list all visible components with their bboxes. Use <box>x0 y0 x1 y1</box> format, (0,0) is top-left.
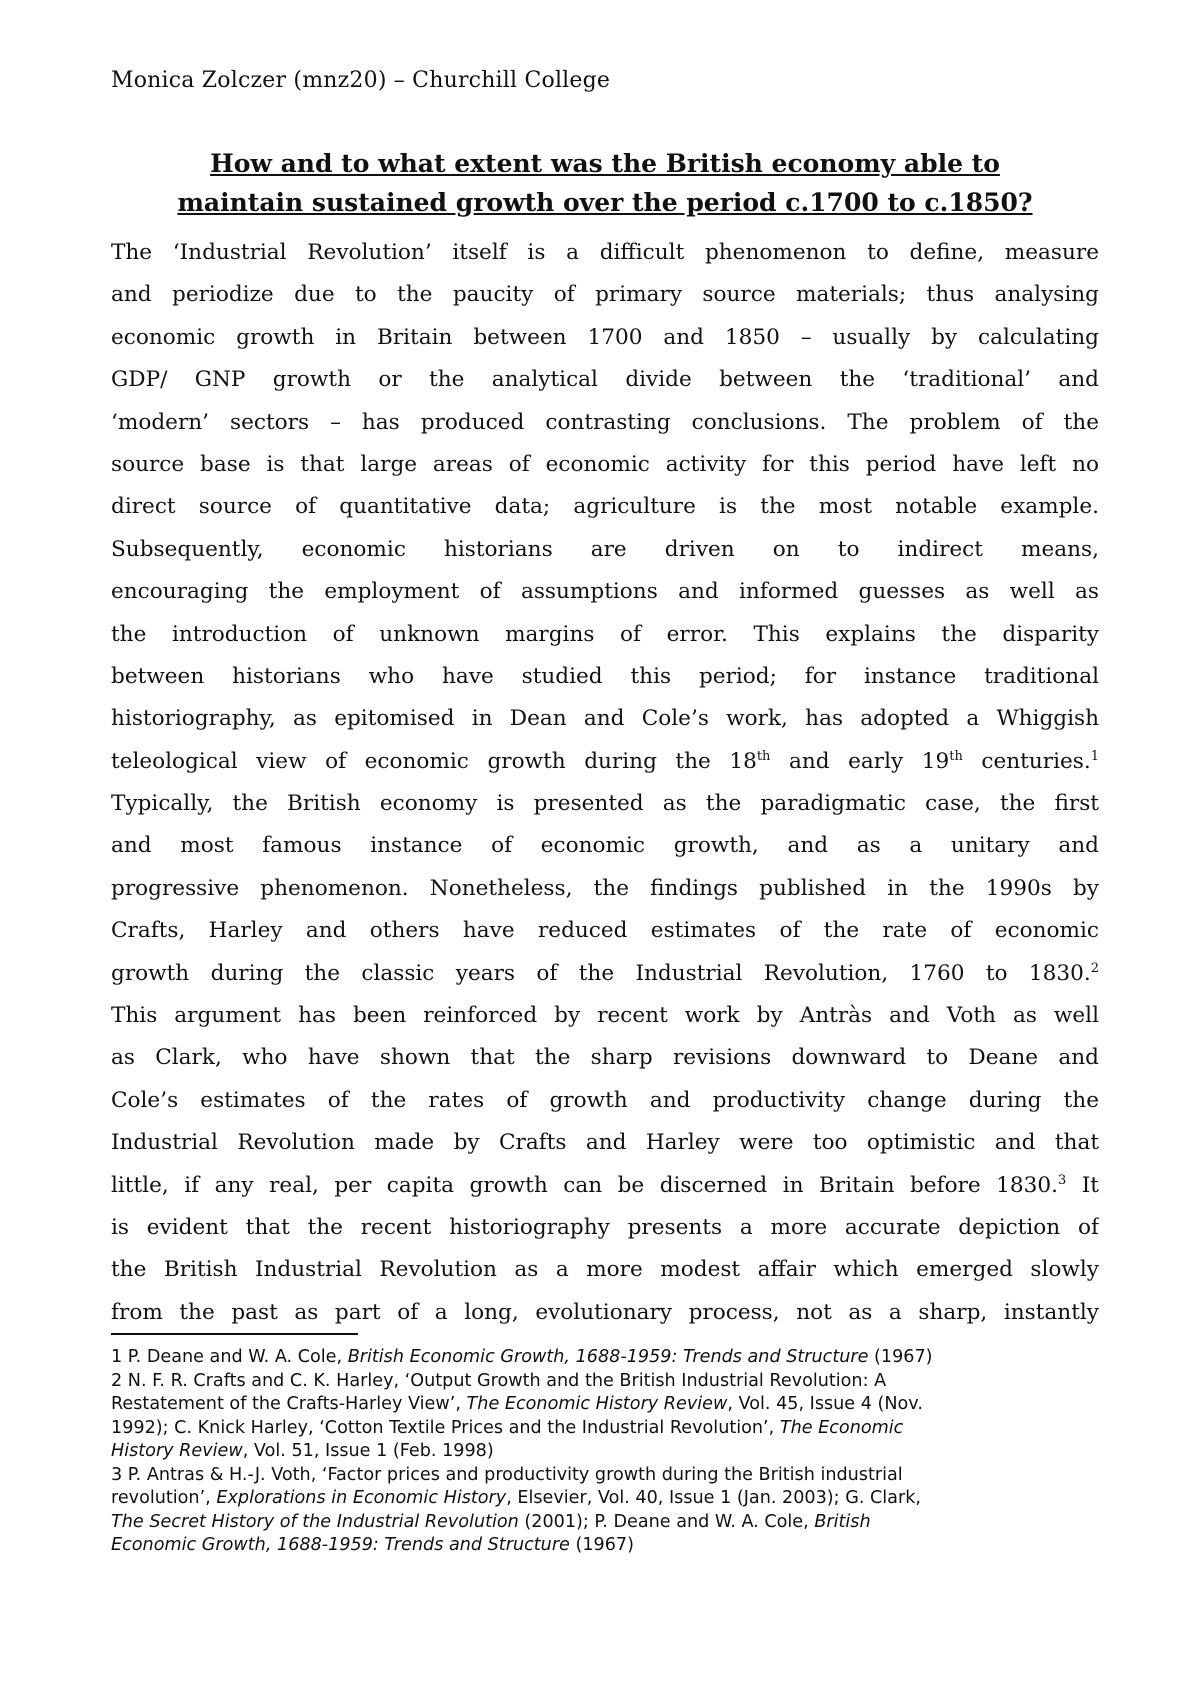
footnote-text: (1967) <box>868 1347 933 1367</box>
footnote-text: , Vol. 45, Issue 4 (Nov. <box>727 1394 923 1414</box>
body-line: the introduction of unknown margins of error. This explains the disparity <box>111 621 1099 647</box>
body-line: Subsequently, economic historians are driven on to indirect means, <box>111 536 1099 562</box>
footnote-ref-3[interactable]: 3 <box>1058 1172 1067 1188</box>
essay-body <box>111 232 1099 1334</box>
footnote-title: British Economic Growth, 1688-1959: Trends and Structure <box>347 1347 869 1367</box>
footnote-text: 1 P. Deane and W. A. Cole, <box>111 1347 348 1367</box>
body-line: and periodize due to the paucity of primary source materials; thus analysing <box>111 282 1099 308</box>
footnote-title: History Review <box>111 1441 243 1461</box>
footnote-3-line: 3 P. Antras & H.-J. Voth, ‘Factor prices and productivity growth during the British industrial <box>111 1464 903 1485</box>
body-line: encouraging the employment of assumptions and informed guesses as well as <box>111 579 1099 605</box>
footnotes <box>111 1346 1099 1558</box>
footnote-ref-2[interactable]: 2 <box>1090 960 1099 976</box>
body-line <box>111 741 1099 783</box>
body-line <box>111 953 1099 995</box>
body-line: ‘modern’ sectors – has produced contrasting conclusions. The problem of the <box>111 409 1099 435</box>
body-line: the British Industrial Revolution as a more modest affair which emerged slowly <box>111 1257 1099 1283</box>
body-text: little, if any real, per capita growth can be discerned in Britain before 1830. <box>111 1172 1058 1198</box>
body-line: Industrial Revolution made by Crafts and Harley were too optimistic and that <box>111 1130 1099 1156</box>
body-line: and most famous instance of economic growth, and as a unitary and <box>111 833 1099 859</box>
body-line: Cole’s estimates of the rates of growth and productivity change during the <box>111 1087 1099 1113</box>
footnote-2-line <box>111 1440 1099 1464</box>
body-line: from the past as part of a long, evolutionary process, not as a sharp, instantly <box>111 1299 1099 1325</box>
footnote-3-line <box>111 1511 1099 1535</box>
body-line <box>111 1165 1099 1207</box>
footnote-separator <box>111 1333 358 1335</box>
footnote-text: , Vol. 51, Issue 1 (Feb. 1998) <box>242 1441 494 1461</box>
footnote-2-line: 2 N. F. R. Crafts and C. K. Harley, ‘Output Growth and the British Industrial Revolution: A <box>111 1370 887 1391</box>
footnote-2-line <box>111 1417 1099 1441</box>
footnote-3-line <box>111 1487 1099 1511</box>
footnote-text: 1992); C. Knick Harley, ‘Cotton Textile Prices and the Industrial Revolution’, <box>111 1417 780 1438</box>
footnote-2-line <box>111 1393 1099 1417</box>
footnote-title: British <box>814 1511 871 1532</box>
body-line: direct source of quantitative data; agriculture is the most notable example. <box>111 494 1099 520</box>
body-text: and early 19 <box>770 748 950 774</box>
footnote-title: The Economic <box>779 1417 904 1438</box>
body-line: is evident that the recent historiography presents a more accurate depiction of <box>111 1214 1099 1240</box>
footnote-title: Explorations in Economic History <box>216 1488 507 1508</box>
footnote-title: The Secret History of the Industrial Revolution <box>111 1511 519 1532</box>
author-header: Monica Zolczer (mnz20) – Churchill College <box>111 68 611 93</box>
superscript: th <box>949 748 963 764</box>
body-line: historiography, as epitomised in Dean and Cole’s work, has adopted a Whiggish <box>111 706 1099 732</box>
body-text: centuries. <box>962 748 1091 774</box>
body-line: The ‘Industrial Revolution’ itself is a difficult phenomenon to define, measure <box>111 240 1099 265</box>
body-text: teleological view of economic growth during the 18 <box>111 748 757 774</box>
body-text: growth during the classic years of the Industrial Revolution, 1760 to 1830. <box>111 960 1091 986</box>
essay-title <box>111 144 1099 222</box>
body-line: progressive phenomenon. Nonetheless, the findings published in the 1990s by <box>111 875 1099 901</box>
footnote-text: , Elsevier, Vol. 40, Issue 1 (Jan. 2003); G. Clark, <box>506 1488 921 1508</box>
body-line: GDP/ GNP growth or the analytical divide between the ‘traditional’ and <box>111 367 1099 393</box>
footnote-ref-1[interactable]: 1 <box>1090 748 1099 764</box>
body-line: between historians who have studied this period; for instance traditional <box>111 663 1099 689</box>
footnote-title: The Economic History Review <box>466 1394 728 1414</box>
footnote-text: (1967) <box>569 1535 634 1555</box>
body-line: Crafts, Harley and others have reduced estimates of the rate of economic <box>111 918 1099 944</box>
body-text: It <box>1066 1172 1099 1198</box>
body-line: This argument has been reinforced by recent work by Antràs and Voth as well <box>111 1003 1099 1029</box>
body-line: economic growth in Britain between 1700 and 1850 – usually by calculating <box>111 324 1099 350</box>
footnote-1 <box>111 1346 1099 1370</box>
footnote-3-line <box>111 1534 1099 1558</box>
body-line: Typically, the British economy is presented as the paradigmatic case, the first <box>111 791 1099 817</box>
body-line: as Clark, who have shown that the sharp revisions downward to Deane and <box>111 1045 1099 1071</box>
footnote-title: Economic Growth, 1688-1959: Trends and Structure <box>111 1535 570 1555</box>
title-line-2: maintain sustained growth over the period c.1700 to c.1850? <box>177 188 1033 217</box>
footnote-text: Restatement of the Crafts-Harley View’, <box>111 1394 467 1414</box>
footnote-text: (2001); P. Deane and W. A. Cole, <box>518 1511 815 1532</box>
footnote-text: revolution’, <box>111 1488 217 1508</box>
body-line: source base is that large areas of economic activity for this period have left no <box>111 451 1099 477</box>
title-line-1: How and to what extent was the British economy able to <box>210 149 1000 178</box>
superscript: th <box>756 748 771 764</box>
